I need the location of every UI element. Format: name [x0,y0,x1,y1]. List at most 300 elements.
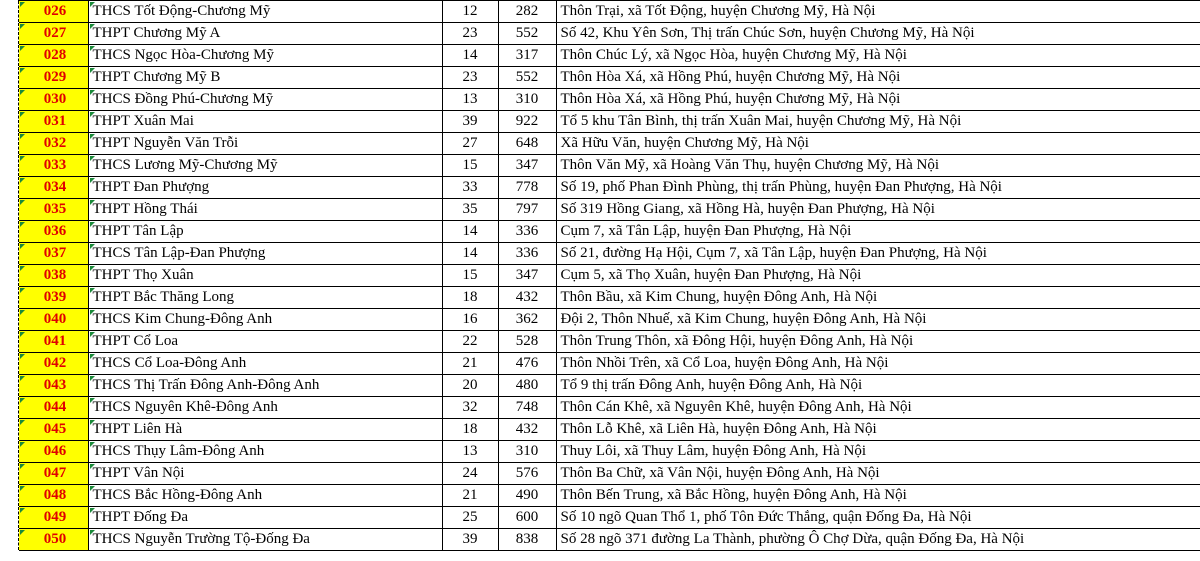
comment-marker-icon [20,90,25,95]
address-cell[interactable] [556,199,1200,221]
table-row [0,419,1200,441]
class-count-cell[interactable] [442,243,498,265]
comment-marker-icon [20,222,25,227]
address-cell[interactable] [556,23,1200,45]
school-id-cell-text: 048 [43,487,67,503]
school-id-cell-text: 040 [43,311,67,327]
class-count-cell-text: 27 [462,135,478,151]
class-count-cell[interactable] [442,353,498,375]
comment-marker-icon [90,332,95,337]
school-id-cell[interactable] [18,287,88,309]
row-edge-cell[interactable] [0,375,18,397]
comment-marker-icon [90,200,95,205]
school-id-cell-text: 026 [43,3,67,19]
student-count-cell-text: 600 [515,509,539,525]
school-id-cell-text: 050 [43,531,67,547]
school-id-cell-text: 042 [43,355,67,371]
table-row [0,1,1200,23]
row-edge-cell[interactable] [0,419,18,441]
school-name-cell[interactable] [88,221,442,243]
class-count-cell-text: 24 [462,465,478,481]
school-id-cell-text: 031 [43,113,67,129]
school-name-cell-text: THPT Cổ Loa [92,333,179,349]
class-count-cell[interactable] [442,463,498,485]
table-row [0,89,1200,111]
row-edge-cell[interactable] [0,133,18,155]
school-id-cell[interactable] [18,441,88,463]
comment-marker-icon [90,530,95,535]
school-id-cell[interactable] [18,309,88,331]
class-count-cell-text: 15 [462,267,478,283]
class-count-cell-text: 15 [462,157,478,173]
comment-marker-icon [90,464,95,469]
row-edge-cell[interactable] [0,221,18,243]
school-name-cell[interactable] [88,133,442,155]
address-cell[interactable] [556,155,1200,177]
class-count-cell-text: 13 [462,443,478,459]
school-id-cell[interactable] [18,375,88,397]
comment-marker-icon [20,376,25,381]
school-id-cell[interactable] [18,133,88,155]
student-count-cell[interactable] [498,89,556,111]
table-row [0,155,1200,177]
school-id-cell[interactable] [18,265,88,287]
table-row [0,309,1200,331]
student-count-cell-text: 528 [515,333,539,349]
school-name-cell[interactable] [88,397,442,419]
school-name-cell-text: THCS Ngọc Hòa-Chương Mỹ [92,47,274,63]
school-id-cell[interactable] [18,243,88,265]
school-name-cell-text: THPT Nguyễn Văn Trỗi [92,135,239,151]
school-id-cell[interactable] [18,221,88,243]
student-count-cell[interactable] [498,287,556,309]
class-count-cell-text: 20 [462,377,478,393]
address-cell[interactable] [556,419,1200,441]
table-row [0,331,1200,353]
student-count-cell[interactable] [498,243,556,265]
school-name-cell-text: THCS Nguyên Khê-Đông Anh [92,399,278,415]
student-count-cell-text: 490 [515,487,539,503]
row-edge-cell[interactable] [0,67,18,89]
address-cell[interactable] [556,353,1200,375]
student-count-cell-text: 347 [515,267,539,283]
school-name-cell[interactable] [88,67,442,89]
address-cell-text: Số 42, Khu Yên Sơn, Thị trấn Chúc Sơn, huyện Chương Mỹ, Hà Nội [560,25,975,41]
address-cell-text: Thôn Chúc Lý, xã Ngọc Hòa, huyện Chương Mỹ, Hà Nội [560,47,907,63]
class-count-cell-text: 33 [462,179,478,195]
address-cell-text: Thôn Bến Trung, xã Bắc Hồng, huyện Đông Anh, Hà Nội [560,487,907,503]
school-id-cell[interactable] [18,45,88,67]
comment-marker-icon [90,420,95,425]
class-count-cell[interactable] [442,133,498,155]
student-count-cell-text: 336 [515,245,539,261]
table-row [0,441,1200,463]
school-name-cell[interactable] [88,375,442,397]
address-cell[interactable] [556,243,1200,265]
school-id-cell-text: 030 [43,91,67,107]
class-count-cell[interactable] [442,111,498,133]
row-edge-cell[interactable] [0,23,18,45]
school-id-cell[interactable] [18,199,88,221]
address-cell[interactable] [556,485,1200,507]
student-count-cell-text: 476 [515,355,539,371]
address-cell[interactable] [556,441,1200,463]
school-name-cell[interactable] [88,243,442,265]
school-id-cell[interactable] [18,177,88,199]
school-table-body [0,1,1200,551]
table-row [0,67,1200,89]
comment-marker-icon [20,486,25,491]
school-name-cell-text: THPT Xuân Mai [92,113,194,129]
address-cell[interactable] [556,1,1200,23]
school-name-cell[interactable] [88,1,442,23]
row-edge-cell[interactable] [0,463,18,485]
school-name-cell[interactable] [88,155,442,177]
class-count-cell[interactable] [442,485,498,507]
school-name-cell-text: THCS Kim Chung-Đông Anh [92,311,273,327]
class-count-cell[interactable] [442,23,498,45]
table-row [0,177,1200,199]
table-row [0,287,1200,309]
school-id-cell-text: 044 [43,399,67,415]
student-count-cell[interactable] [498,221,556,243]
comment-marker-icon [20,2,25,7]
school-id-cell[interactable] [18,23,88,45]
row-edge-cell[interactable] [0,45,18,67]
address-cell-text: Xã Hữu Văn, huyện Chương Mỹ, Hà Nội [560,135,809,151]
student-count-cell[interactable] [498,67,556,89]
school-name-cell[interactable] [88,111,442,133]
school-name-cell-text: THPT Thọ Xuân [92,267,194,283]
student-count-cell-text: 362 [515,311,539,327]
student-count-cell[interactable] [498,485,556,507]
class-count-cell[interactable] [442,331,498,353]
school-id-cell[interactable] [18,485,88,507]
student-count-cell[interactable] [498,507,556,529]
class-count-cell[interactable] [442,441,498,463]
table-row [0,353,1200,375]
address-cell-text: Số 28 ngõ 371 đường La Thành, phường Ô Chợ Dừa, quận Đống Đa, Hà Nội [560,531,1025,547]
school-name-cell[interactable] [88,23,442,45]
row-edge-cell[interactable] [0,1,18,23]
row-edge-cell[interactable] [0,199,18,221]
address-cell-text: Thuy Lôi, xã Thuy Lâm, huyện Đông Anh, Hà Nội [560,443,867,459]
address-cell[interactable] [556,133,1200,155]
table-row [0,45,1200,67]
school-id-cell[interactable] [18,67,88,89]
class-count-cell-text: 23 [462,69,478,85]
table-row [0,133,1200,155]
school-name-cell-text: THPT Hồng Thái [92,201,198,217]
class-count-cell-text: 21 [462,487,478,503]
address-cell-text: Cụm 5, xã Thọ Xuân, huyện Đan Phượng, Hà Nội [560,267,862,283]
address-cell[interactable] [556,177,1200,199]
student-count-cell-text: 922 [515,113,539,129]
student-count-cell-text: 838 [515,531,539,547]
student-count-cell-text: 552 [515,25,539,41]
row-edge-cell[interactable] [0,441,18,463]
student-count-cell[interactable] [498,199,556,221]
student-count-cell[interactable] [498,375,556,397]
comment-marker-icon [90,68,95,73]
table-row [0,265,1200,287]
comment-marker-icon [20,200,25,205]
school-name-cell[interactable] [88,463,442,485]
comment-marker-icon [20,178,25,183]
school-id-cell-text: 028 [43,47,67,63]
student-count-cell-text: 432 [515,421,539,437]
address-cell[interactable] [556,507,1200,529]
school-name-cell[interactable] [88,89,442,111]
student-count-cell[interactable] [498,133,556,155]
school-name-cell[interactable] [88,353,442,375]
comment-marker-icon [20,24,25,29]
row-edge-cell[interactable] [0,309,18,331]
row-edge-cell[interactable] [0,331,18,353]
row-edge-cell[interactable] [0,177,18,199]
student-count-cell-text: 480 [515,377,539,393]
class-count-cell[interactable] [442,199,498,221]
school-name-cell[interactable] [88,177,442,199]
school-id-cell[interactable] [18,353,88,375]
school-name-cell-text: THPT Bắc Thăng Long [92,289,235,305]
address-cell[interactable] [556,89,1200,111]
school-id-cell-text: 037 [43,245,67,261]
comment-marker-icon [20,112,25,117]
school-name-cell-text: THCS Bắc Hồng-Đông Anh [92,487,263,503]
address-cell-text: Thôn Nhồi Trên, xã Cổ Loa, huyện Đông Anh, Hà Nội [560,355,889,371]
school-name-cell[interactable] [88,287,442,309]
school-name-cell[interactable] [88,309,442,331]
address-cell-text: Thôn Lỗ Khê, xã Liên Hà, huyện Đông Anh, Hà Nội [560,421,877,437]
row-edge-cell[interactable] [0,265,18,287]
table-row [0,199,1200,221]
row-edge-cell[interactable] [0,529,18,551]
comment-marker-icon [20,420,25,425]
school-id-cell-text: 047 [43,465,67,481]
address-cell[interactable] [556,463,1200,485]
table-row [0,529,1200,551]
student-count-cell-text: 648 [515,135,539,151]
address-cell[interactable] [556,287,1200,309]
address-cell[interactable] [556,265,1200,287]
address-cell[interactable] [556,45,1200,67]
comment-marker-icon [20,442,25,447]
student-count-cell[interactable] [498,419,556,441]
school-id-cell-text: 032 [43,135,67,151]
school-id-cell[interactable] [18,529,88,551]
address-cell-text: Số 10 ngõ Quan Thổ 1, phố Tôn Đức Thắng, quận Đống Đa, Hà Nội [560,509,972,525]
row-edge-cell[interactable] [0,485,18,507]
student-count-cell[interactable] [498,111,556,133]
class-count-cell[interactable] [442,529,498,551]
row-edge-cell[interactable] [0,111,18,133]
school-name-cell[interactable] [88,45,442,67]
address-cell-text: Thôn Văn Mỹ, xã Hoàng Văn Thụ, huyện Chương Mỹ, Hà Nội [560,157,940,173]
student-count-cell[interactable] [498,397,556,419]
comment-marker-icon [90,112,95,117]
table-row [0,375,1200,397]
school-name-cell-text: THCS Tân Lập-Đan Phượng [92,245,266,261]
class-count-cell-text: 16 [462,311,478,327]
class-count-cell[interactable] [442,507,498,529]
student-count-cell[interactable] [498,353,556,375]
school-name-cell-text: THPT Liên Hà [92,421,183,437]
school-name-cell[interactable] [88,419,442,441]
school-name-cell-text: THCS Thụy Lâm-Đông Anh [92,443,265,459]
school-name-cell-text: THCS Nguyễn Trường Tộ-Đống Đa [92,531,310,547]
student-count-cell[interactable] [498,23,556,45]
student-count-cell-text: 310 [515,443,539,459]
school-id-cell[interactable] [18,1,88,23]
school-id-cell[interactable] [18,463,88,485]
school-name-cell-text: THPT Chương Mỹ A [92,25,221,41]
address-cell[interactable] [556,375,1200,397]
school-id-cell-text: 038 [43,267,67,283]
address-cell[interactable] [556,397,1200,419]
row-edge-cell[interactable] [0,89,18,111]
student-count-cell-text: 310 [515,91,539,107]
class-count-cell[interactable] [442,67,498,89]
school-id-cell[interactable] [18,155,88,177]
school-id-cell[interactable] [18,89,88,111]
address-cell[interactable] [556,309,1200,331]
student-count-cell[interactable] [498,265,556,287]
class-count-cell[interactable] [442,221,498,243]
comment-marker-icon [90,134,95,139]
school-name-cell[interactable] [88,199,442,221]
row-edge-cell[interactable] [0,287,18,309]
student-count-cell[interactable] [498,441,556,463]
comment-marker-icon [90,508,95,513]
student-count-cell-text: 282 [515,3,539,19]
class-count-cell-text: 21 [462,355,478,371]
address-cell-text: Thôn Bầu, xã Kim Chung, huyện Đông Anh, Hà Nội [560,289,878,305]
school-id-cell[interactable] [18,419,88,441]
class-count-cell[interactable] [442,265,498,287]
class-count-cell[interactable] [442,155,498,177]
school-name-cell[interactable] [88,331,442,353]
school-id-cell-text: 036 [43,223,67,239]
school-id-cell[interactable] [18,507,88,529]
student-count-cell-text: 317 [515,47,539,63]
comment-marker-icon [90,288,95,293]
class-count-cell-text: 14 [462,47,478,63]
address-cell[interactable] [556,221,1200,243]
comment-marker-icon [20,46,25,51]
class-count-cell-text: 39 [462,113,478,129]
class-count-cell[interactable] [442,45,498,67]
class-count-cell[interactable] [442,287,498,309]
row-edge-cell[interactable] [0,507,18,529]
row-edge-cell[interactable] [0,155,18,177]
row-edge-cell[interactable] [0,397,18,419]
school-id-cell-text: 039 [43,289,67,305]
address-cell-text: Thôn Hòa Xá, xã Hồng Phú, huyện Chương Mỹ, Hà Nội [560,91,901,107]
school-id-cell[interactable] [18,397,88,419]
comment-marker-icon [90,46,95,51]
school-name-cell[interactable] [88,507,442,529]
address-cell-text: Số 21, đường Hạ Hội, Cụm 7, xã Tân Lập, huyện Đan Phượng, Hà Nội [560,245,987,261]
class-count-cell[interactable] [442,309,498,331]
comment-marker-icon [20,156,25,161]
school-name-cell[interactable] [88,529,442,551]
student-count-cell-text: 552 [515,69,539,85]
class-count-cell[interactable] [442,177,498,199]
address-cell[interactable] [556,529,1200,551]
student-count-cell[interactable] [498,463,556,485]
row-edge-cell[interactable] [0,243,18,265]
class-count-cell[interactable] [442,419,498,441]
address-cell-text: Thôn Trại, xã Tốt Động, huyện Chương Mỹ, Hà Nội [560,3,876,19]
address-cell-text: Thôn Ba Chữ, xã Vân Nội, huyện Đông Anh, Hà Nội [560,465,880,481]
comment-marker-icon [90,376,95,381]
address-cell[interactable] [556,111,1200,133]
school-id-cell-text: 043 [43,377,67,393]
table-row [0,243,1200,265]
school-name-cell-text: THPT Tân Lập [92,223,184,239]
class-count-cell-text: 18 [462,289,478,305]
address-cell-text: Cụm 7, xã Tân Lập, huyện Đan Phượng, Hà Nội [560,223,852,239]
class-count-cell[interactable] [442,397,498,419]
student-count-cell[interactable] [498,529,556,551]
school-id-cell[interactable] [18,331,88,353]
school-id-cell-text: 035 [43,201,67,217]
school-name-cell-text: THCS Tốt Động-Chương Mỹ [92,3,271,19]
student-count-cell[interactable] [498,1,556,23]
comment-marker-icon [90,90,95,95]
school-id-cell[interactable] [18,111,88,133]
class-count-cell[interactable] [442,375,498,397]
student-count-cell-text: 432 [515,289,539,305]
comment-marker-icon [90,156,95,161]
student-count-cell[interactable] [498,309,556,331]
school-name-cell[interactable] [88,265,442,287]
comment-marker-icon [20,288,25,293]
comment-marker-icon [90,442,95,447]
class-count-cell-text: 22 [462,333,478,349]
comment-marker-icon [20,508,25,513]
class-count-cell[interactable] [442,89,498,111]
address-cell[interactable] [556,331,1200,353]
school-id-cell-text: 033 [43,157,67,173]
comment-marker-icon [90,398,95,403]
student-count-cell[interactable] [498,331,556,353]
class-count-cell-text: 25 [462,509,478,525]
school-name-cell-text: THCS Đồng Phú-Chương Mỹ [92,91,274,107]
comment-marker-icon [20,68,25,73]
table-row [0,485,1200,507]
address-cell[interactable] [556,67,1200,89]
student-count-cell[interactable] [498,177,556,199]
school-id-cell-text: 027 [43,25,67,41]
student-count-cell[interactable] [498,45,556,67]
school-name-cell[interactable] [88,485,442,507]
class-count-cell-text: 23 [462,25,478,41]
class-count-cell[interactable] [442,1,498,23]
row-edge-cell[interactable] [0,353,18,375]
table-row [0,111,1200,133]
student-count-cell-text: 797 [515,201,539,217]
class-count-cell-text: 13 [462,91,478,107]
school-name-cell[interactable] [88,441,442,463]
comment-marker-icon [90,24,95,29]
student-count-cell-text: 778 [515,179,539,195]
student-count-cell[interactable] [498,155,556,177]
table-row [0,507,1200,529]
class-count-cell-text: 35 [462,201,478,217]
address-cell-text: Thôn Trung Thôn, xã Đông Hội, huyện Đông Anh, Hà Nội [560,333,914,349]
